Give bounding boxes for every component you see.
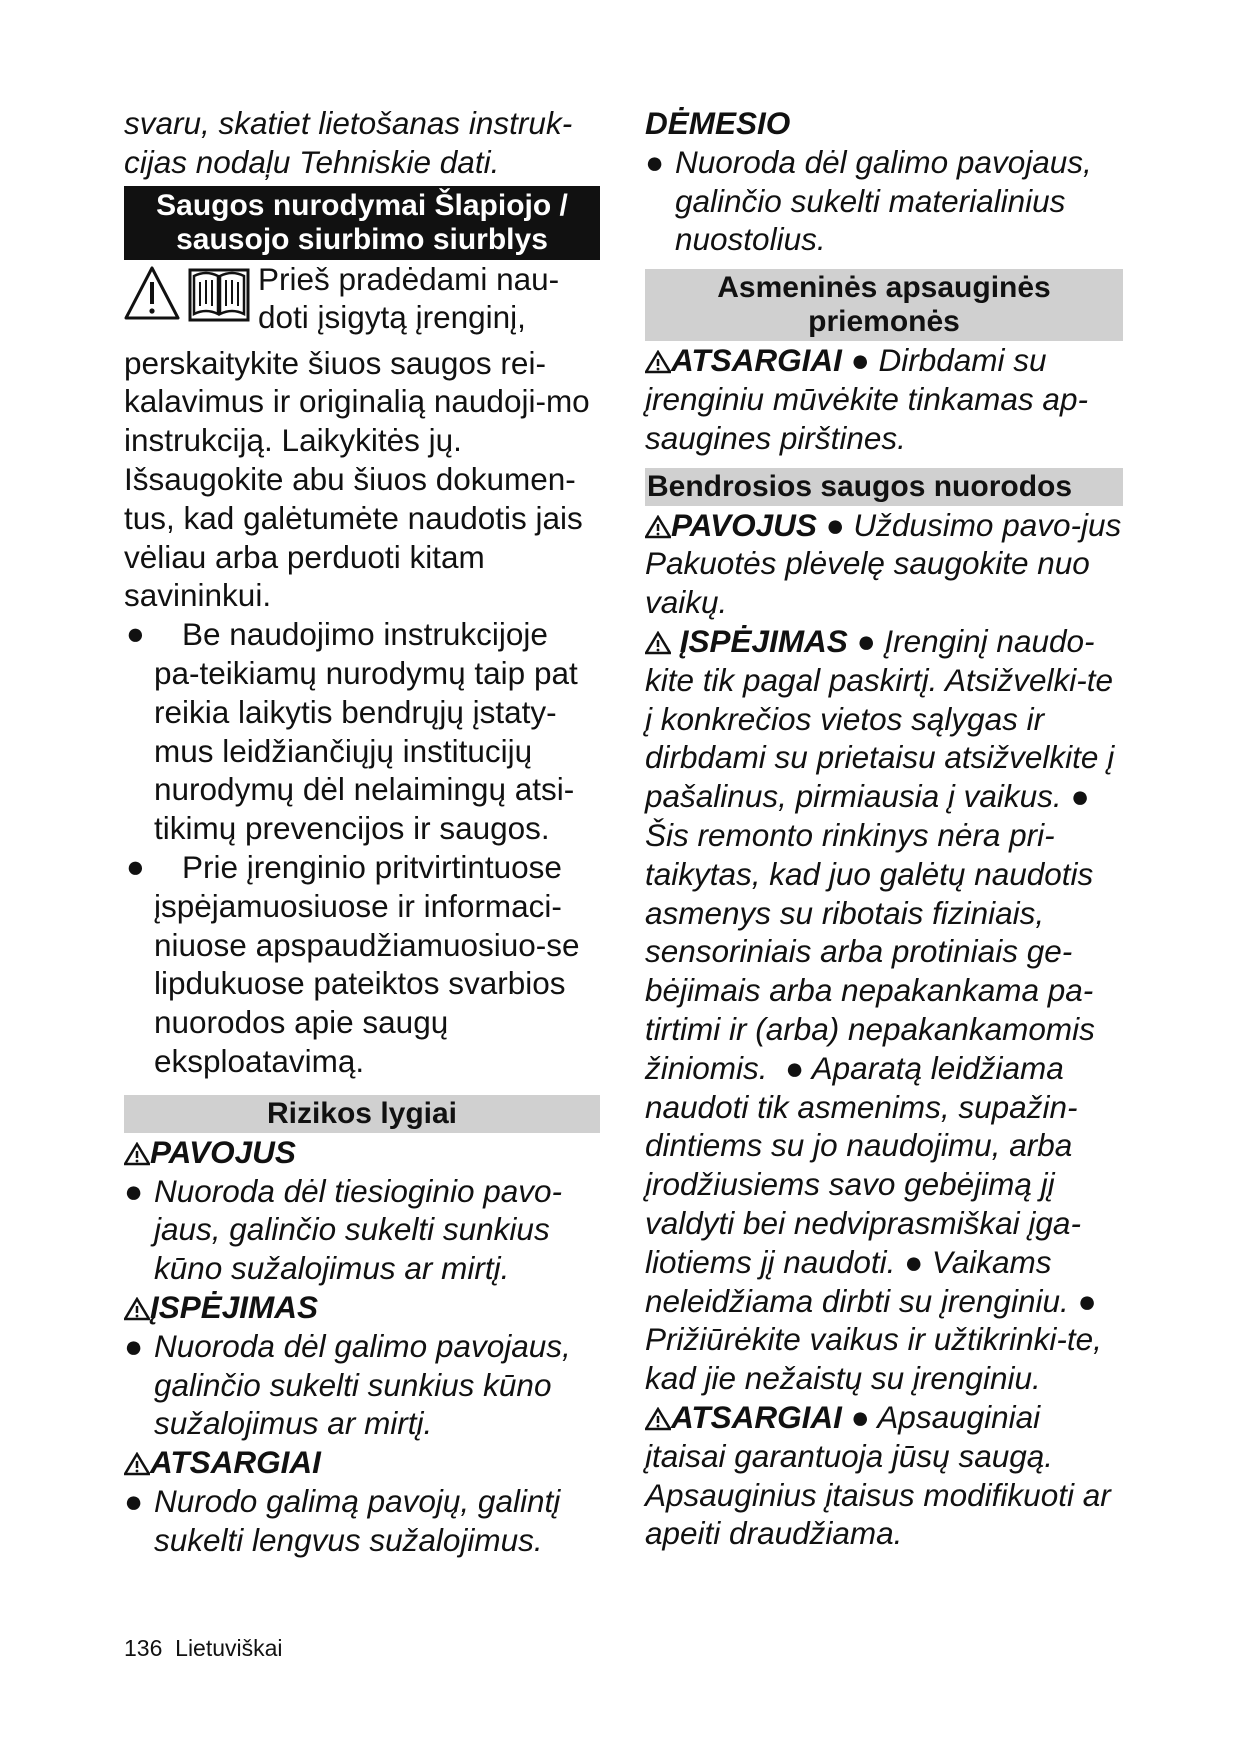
danger-text: Nuoroda dėl tiesioginio pavo-jaus, galinčio sukelti sunkius kūno sužalojimus ar mirtį. bbox=[154, 1172, 563, 1287]
suffocation-paragraph: PAVOJUS ● Uždusimo pavo-jus Pakuotės plėvelę saugokite nuo vaikų. bbox=[645, 506, 1122, 621]
safety-header bbox=[124, 186, 600, 260]
caution-label: ATSARGIAI bbox=[150, 1444, 321, 1481]
left-column bbox=[124, 104, 600, 1560]
ppe-paragraph: ATSARGIAI ● Dirbdami su įrenginiu mūvėkite tinkamas ap-saugines pirštines. bbox=[645, 342, 1088, 456]
safety-header-line-1: Saugos nurodymai Šlapiojo / bbox=[156, 188, 568, 222]
bullet-dot: ● bbox=[126, 616, 145, 652]
intro-line-2: cijas nodaļu Tehniskie dati. bbox=[124, 143, 500, 180]
bullet-dot: ● bbox=[645, 143, 665, 180]
safety-header-line-2: sausojo siurbimo siurblys bbox=[176, 222, 548, 256]
authorized-persons-text: Aparatą leidžiama naudoti tik asmenims, supažin-dintiems su jo naudojimu, arba įrodžiusiems savo gebėjimą jį valdyti bei nedviprasmiškai įga-liotiems jį naudoti. bbox=[645, 1049, 1081, 1280]
ppe-header bbox=[645, 269, 1123, 341]
intro-icons bbox=[124, 260, 254, 344]
warning-triangle-icon bbox=[124, 260, 254, 340]
danger-label: PAVOJUS bbox=[150, 1133, 296, 1170]
list-item bbox=[645, 143, 1123, 259]
risk-levels-header: Rizikos lygiai bbox=[124, 1095, 600, 1133]
right-column bbox=[645, 104, 1123, 1553]
warning-triangle-icon bbox=[645, 1407, 671, 1431]
read-first-line-2: doti įsigytą įrenginį, bbox=[258, 299, 526, 336]
warning-triangle-icon bbox=[124, 1297, 150, 1321]
read-manual-block bbox=[124, 260, 600, 616]
list-item bbox=[124, 848, 600, 1081]
general-safety-header: Bendrosios saugos nuorodos bbox=[645, 468, 1123, 506]
children-text: Vaikams neleidžiama dirbti su įrenginiu. bbox=[645, 1243, 1069, 1319]
bullet-dot: ● bbox=[124, 1172, 144, 1209]
intro-line-1: svaru, skatiet lietošanas instruk- bbox=[124, 105, 573, 141]
bullet-dot: ● bbox=[124, 1482, 144, 1519]
ppe-header-line-1: Asmeninės apsauginės bbox=[717, 271, 1051, 305]
list-item bbox=[124, 1327, 600, 1443]
warning-label: ĮSPĖJIMAS bbox=[150, 1288, 319, 1325]
intended-use-text: Įrenginį naudo-kite tik pagal paskirtį. Atsižvelki-te į konkrečios vietos sąlygas ir dirbdami su prietaisu atsižvelkite į pašalinus, pirmiausia į vaikus. bbox=[645, 622, 1115, 815]
suffocation-label: PAVOJUS bbox=[671, 506, 817, 543]
bullet-text-1: Be naudojimo instrukcijoje pa-teikiamų nurodymų taip pat reikia laikytis bendrųjų įstaty-mus leidžiančiųjų institucijų nurodymų dėl nelaimingų atsi-tikimų prevencijos ir saugos. bbox=[154, 616, 578, 847]
safety-devices-text: Apsauginiai įtaisai garantuoja jūsų saugą. Apsauginius įtaisus modifikuoti ar apeiti draudžiama. bbox=[645, 1398, 1111, 1552]
intended-use-label: ĮSPĖJIMAS bbox=[679, 622, 848, 659]
read-first-line-1: Prieš pradėdami nau- bbox=[258, 260, 560, 297]
bullet-text-2: Prie įrenginio pritvirtintuose įspėjamuosiuose ir informaci-niuose apspaudžiamuosiuo-se lipdukuose pateiktos svarbios nuorodos apie saugų eksploatavimą. bbox=[154, 848, 580, 1079]
list-item bbox=[124, 1172, 600, 1288]
list-item bbox=[124, 615, 600, 848]
warning-triangle-icon bbox=[645, 350, 671, 374]
warning-triangle-icon bbox=[124, 1452, 150, 1476]
warning-triangle-icon bbox=[124, 1142, 150, 1166]
safety-devices-label: ATSARGIAI bbox=[671, 1398, 842, 1435]
supervise-text: Prižiūrėkite vaikus ir užtikrinki-te, kad jie nežaistų su įrenginiu. bbox=[645, 1321, 1102, 1397]
attention-label: DĖMESIO bbox=[645, 105, 791, 141]
page-number: 136 bbox=[124, 1635, 163, 1661]
page-footer bbox=[124, 1634, 283, 1662]
read-first-text: perskaitykite šiuos saugos rei-kalavimus ir originalią naudoji-mo instrukciją. Laikykitės jų. Išsaugokite abu šiuos dokumen-tus, kad galėtumėte naudotis jais vėliau arba perduoti kitam savininkui. bbox=[124, 344, 590, 614]
ppe-label: ATSARGIAI bbox=[671, 342, 842, 379]
intended-use-paragraph: ĮSPĖJIMAS ● Įrenginį naudo-kite tik pagal paskirtį. Atsižvelki-te į konkrečios vietos sąlygas ir dirbdami su prietaisu atsižvelkite į pašalinus, pirmiausia į vaikus. ● Šis remonto rinkinys nėra pri-taikytas, kad juo galėtų naudotis asmenys su ribotais fiziniais, sensoriniais arba protiniais ge-bėjimais arba nepakankama pa-tirtimi ir (arba) nepakankamomis žiniomis. ● Aparatą leidžiama naudoti tik asmenims, supažin-dintiems su jo naudojimu, arba įrodžiusiems savo gebėjimą jį valdyti bei nedviprasmiškai įga-liotiems jį naudoti. ● Vaikams neleidžiama dirbti su įrenginiu. ● Prižiūrėkite vaikus ir užtikrinki-te, kad jie nežaistų su įrenginiu. bbox=[645, 622, 1115, 1397]
repair-kit-text: Šis remonto rinkinys nėra pri-taikytas, kad juo galėtų naudotis asmenys su ribotais fiziniais, sensoriniais arba protiniais ge-bėjimais arba nepakankama pa-tirtimi ir (arba) nepakankamomis žiniomis. bbox=[645, 816, 1095, 1086]
caution-heading bbox=[124, 1443, 600, 1482]
bullet-dot: ● bbox=[126, 848, 145, 884]
manual-book-icon bbox=[190, 270, 248, 320]
caution-text: Nurodo galimą pavojų, galintį sukelti lengvus sužalojimus. bbox=[154, 1482, 561, 1558]
warning-triangle-icon bbox=[645, 631, 671, 655]
suffocation-text: Uždusimo pavo-jus Pakuotės plėvelę saugokite nuo vaikų. bbox=[645, 506, 1122, 621]
warning-text: Nuoroda dėl galimo pavojaus, galinčio sukelti sunkius kūno sužalojimus ar mirtį. bbox=[154, 1327, 571, 1442]
footer-language: Lietuviškai bbox=[175, 1635, 283, 1661]
warning-triangle-icon bbox=[645, 515, 671, 539]
safety-devices-paragraph: ATSARGIAI ● Apsauginiai įtaisai garantuoja jūsų saugą. Apsauginius įtaisus modifikuoti ar apeiti draudžiama. bbox=[645, 1398, 1111, 1552]
danger-heading bbox=[124, 1133, 600, 1172]
ppe-header-line-2: priemonės bbox=[808, 305, 960, 339]
warning-heading bbox=[124, 1288, 600, 1327]
ppe-text: Dirbdami su įrenginiu mūvėkite tinkamas ap-saugines pirštines. bbox=[645, 342, 1088, 456]
list-item bbox=[124, 1482, 600, 1560]
attention-text: Nuoroda dėl galimo pavojaus, galinčio sukelti materialinius nuostolius. bbox=[675, 143, 1092, 258]
bullet-dot: ● bbox=[124, 1327, 144, 1364]
